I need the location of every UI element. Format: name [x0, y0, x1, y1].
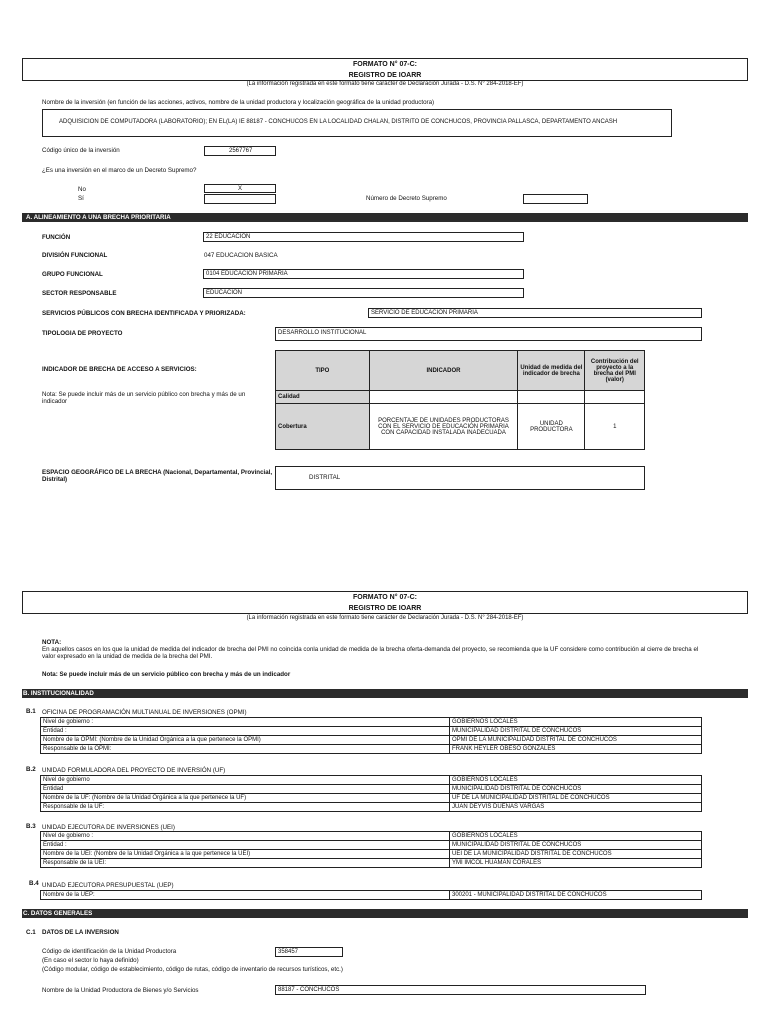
b2-row3-value[interactable]: JUAN DEYVIS DUEÑAS VARGAS — [450, 803, 702, 812]
espacio-value: DISTRITAL — [309, 474, 341, 481]
b1-table — [40, 717, 702, 754]
nota-indicador: Nota: Se puede incluir más de un servicio público con brecha y más de un indicador — [42, 391, 246, 405]
table-row — [41, 736, 702, 745]
cobertura-valor-cell[interactable]: 1 — [585, 404, 645, 450]
form-title-line2-2: REGISTRO DE IOARR — [348, 605, 422, 612]
servicios-label: SERVICIOS PÚBLICOS CON BRECHA IDENTIFICADA Y PRIORIZADA: — [42, 310, 246, 317]
nombre-up-field[interactable]: 88187 - CONCHUCOS — [275, 985, 646, 995]
table-row — [41, 794, 702, 803]
no-label: No — [78, 186, 86, 193]
grupo-label: GRUPO FUNCIONAL — [42, 271, 103, 278]
calidad-unidad-cell[interactable] — [518, 391, 585, 404]
c1-title: DATOS DE LA INVERSION — [42, 929, 119, 936]
b2-row2-value[interactable]: UF DE LA MUNICIPALIDAD DISTRITAL DE CONCHUCOS — [450, 794, 702, 803]
funcion-label: FUNCIÓN — [42, 234, 71, 241]
decree-number-label: Número de Decreto Supremo — [366, 195, 447, 202]
form-subtitle: (La información registrada en este formato tiene carácter de Declaración Jurada - D.S. N° 284-2018-EF) — [246, 81, 524, 87]
b1-row0-label: Nivel de gobierno : — [41, 718, 450, 727]
unique-code-label: Código único de la inversión — [42, 147, 120, 154]
table-row — [41, 718, 702, 727]
form-title-line2: REGISTRO DE IOARR — [348, 72, 422, 79]
brecha-table — [275, 350, 645, 450]
si-label: Sí — [78, 195, 84, 202]
b1-title: OFICINA DE PROGRAMACIÓN MULTIANUAL DE INVERSIONES (OPMI) — [42, 709, 247, 716]
indicador-label: INDICADOR DE BRECHA DE ACCESO A SERVICIOS: — [42, 366, 197, 373]
table-row — [41, 841, 702, 850]
section-c-header: C. DATOS GENERALES — [22, 909, 748, 918]
table-row — [41, 776, 702, 785]
tipologia-label: TIPOLOGIA DE PROYECTO — [42, 330, 123, 337]
b2-row2-label: Nombre de la UF: (Nombre de la Unidad Orgánica a la que pertenece la UF) — [41, 794, 450, 803]
row-cobertura: Cobertura — [276, 404, 370, 450]
cobertura-indicador-cell[interactable]: PORCENTAJE DE UNIDADES PRODUCTORAS CON EL SERVICIO DE EDUCACIÓN PRIMARIA CON CAPACIDAD INSTALADA INADECUADA — [369, 404, 518, 450]
calidad-valor-cell[interactable] — [585, 391, 645, 404]
investment-name-field[interactable] — [42, 109, 672, 137]
b1-row3-label: Responsable de la OPMI: — [41, 745, 450, 754]
c1-number: C.1 — [26, 929, 36, 936]
form-title-line1: FORMATO N° 07-C: — [353, 61, 417, 68]
col-indicador: INDICADOR — [369, 351, 518, 391]
b3-row3-label: Responsable de la UEI: — [41, 859, 450, 868]
b3-title: UNIDAD EJECUTORA DE INVERSIONES (UEI) — [42, 824, 175, 831]
table-row — [41, 850, 702, 859]
form-title-box — [22, 58, 748, 81]
nota-bold: Nota: Se puede incluir más de un servicio público con brecha y más de un indicador — [42, 671, 291, 678]
b1-row2-value[interactable]: OPMI DE LA MUNICIPALIDAD DISTRITAL DE CONCHUCOS — [450, 736, 702, 745]
b1-row0-value[interactable]: GOBIERNOS LOCALES — [450, 718, 702, 727]
form-subtitle-2: (La información registrada en este formato tiene carácter de Declaración Jurada - D.S. N° 284-2018-EF) — [246, 615, 524, 621]
table-row — [41, 832, 702, 841]
sector-label: SECTOR RESPONSABLE — [42, 290, 117, 297]
nombre-up-label: Nombre de la Unidad Productora de Bienes y/o Servicios — [42, 987, 199, 994]
b1-row1-label: Entidad : — [41, 727, 450, 736]
tipologia-field[interactable]: DESARROLLO INSTITUCIONAL — [275, 327, 702, 341]
b4-row0-label: Nombre de la UEP: — [41, 891, 450, 900]
b1-number: B.1 — [26, 708, 36, 715]
table-row — [41, 785, 702, 794]
b3-row2-value[interactable]: UEI DE LA MUNICIPALIDAD DISTRITAL DE CONCHUCOS — [450, 850, 702, 859]
calidad-indicador-cell[interactable] — [369, 391, 518, 404]
division-label: DIVISIÓN FUNCIONAL — [42, 252, 108, 259]
b3-row2-label: Nombre de la UEI: (Nombre de la Unidad Orgánica a la que pertenece la UEI) — [41, 850, 450, 859]
table-row — [41, 803, 702, 812]
row-calidad: Calidad — [276, 391, 370, 404]
codigo-up-note1: (En caso el sector lo haya definido) — [42, 957, 139, 964]
b4-title: UNIDAD EJECUTORA PRESUPUESTAL (UEP) — [42, 882, 174, 889]
b4-number: B.4 — [29, 880, 39, 887]
nota-line1: En aquellos casos en los que la unidad de medida del indicador de brecha del PMI no coincida conla unidad de medida de la brecha oferta-demanda del proyecto, se recomienda que la UF considere como contribución al cierre de brecha el — [42, 646, 699, 653]
b3-row0-value[interactable]: GOBIERNOS LOCALES — [450, 832, 702, 841]
b1-row2-label: Nombre de la OPMI: (Nombre de la Unidad Orgánica a la que pertenece la OPMI) — [41, 736, 450, 745]
espacio-field[interactable] — [275, 466, 645, 490]
b2-row1-value[interactable]: MUNICIPALIDAD DISTRITAL DE CONCHUCOS — [450, 785, 702, 794]
investment-name-label: Nombre de la inversión (en función de las acciones, activos, nombre de la unidad productora y localización geográfica de la unidad productora) — [42, 99, 435, 106]
b3-row0-label: Nivel de gobierno : — [41, 832, 450, 841]
form-title-box-2 — [22, 591, 748, 614]
decree-number-field[interactable] — [523, 194, 588, 204]
b4-row0-value[interactable]: 300201 - MUNICIPALIDAD DISTRITAL DE CONCHUCOS — [450, 891, 702, 900]
b2-row0-label: Nivel de gobierno — [41, 776, 450, 785]
si-checkbox[interactable] — [204, 194, 276, 204]
decree-question: ¿Es una inversión en el marco de un Decreto Supremo? — [42, 167, 197, 174]
b3-row1-value[interactable]: MUNICIPALIDAD DISTRITAL DE CONCHUCOS — [450, 841, 702, 850]
unique-code-field[interactable]: 2567767 — [204, 146, 276, 156]
b2-row0-value[interactable]: GOBIERNOS LOCALES — [450, 776, 702, 785]
section-a-header: A. ALINEAMIENTO A UNA BRECHA PRIORITARIA — [22, 213, 748, 222]
form-title-line1-2: FORMATO N° 07-C: — [353, 594, 417, 601]
nota-line2: valor expresado en la unidad de medida de la brecha del PMI. — [42, 653, 213, 660]
b1-row1-value[interactable]: MUNICIPALIDAD DISTRITAL DE CONCHUCOS — [450, 727, 702, 736]
b2-table — [40, 775, 702, 812]
table-row — [41, 727, 702, 736]
nota-title: NOTA: — [42, 639, 62, 646]
col-contribucion: Contribución del proyecto a la brecha del PMI (valor) — [585, 351, 645, 391]
b1-row3-value[interactable]: FRANK HEYLER OBESO GONZALES — [450, 745, 702, 754]
b3-row1-label: Entidad : — [41, 841, 450, 850]
espacio-label: ESPACIO GEOGRÁFICO DE LA BRECHA (Nacional, Departamental, Provincial, Distrital) — [42, 469, 273, 483]
col-unidad: Unidad de medida del indicador de brecha — [518, 351, 585, 391]
funcion-field[interactable]: 22 EDUCACION — [203, 232, 524, 242]
b2-row1-label: Entidad — [41, 785, 450, 794]
codigo-up-note2: (Código modular, código de establecimiento, código de rutas, código de inventario de recursos turísticos, etc.) — [42, 966, 343, 973]
table-row — [41, 745, 702, 754]
cobertura-unidad-cell[interactable]: UNIDAD PRODUCTORA — [518, 404, 585, 450]
b4-table — [40, 890, 702, 900]
b3-table — [40, 831, 702, 868]
b3-row3-value[interactable]: YMI IMCOL HUAMAN CORALES — [450, 859, 702, 868]
division-value: 047 EDUCACION BASICA — [204, 252, 278, 259]
codigo-up-label: Código de identificación de la Unidad Productora — [42, 948, 177, 955]
grupo-field[interactable]: 0104 EDUCACION PRIMARIA — [203, 269, 524, 279]
b2-row3-label: Responsable de la UF: — [41, 803, 450, 812]
b3-number: B.3 — [26, 823, 36, 830]
servicios-field[interactable]: SERVICIO DE EDUCACIÓN PRIMARIA — [368, 308, 702, 318]
section-b-header: B. INSTITUCIONALIDAD — [22, 689, 748, 698]
table-row — [41, 891, 702, 900]
investment-name-value: ADQUISICION DE COMPUTADORA (LABORATORIO); EN EL(LA) IE 88187 - CONCHUCOS EN LA LOCALIDAD CHALAN, DISTRITO DE CONCHUCOS, PROVINCIA PALLASCA, DEPARTAMENTO ANCASH — [59, 119, 618, 125]
b2-title: UNIDAD FORMULADORA DEL PROYECTO DE INVERSIÓN (UF) — [42, 767, 226, 774]
codigo-up-field[interactable]: 358457 — [275, 947, 343, 957]
table-row — [41, 859, 702, 868]
sector-field[interactable]: EDUCACION — [203, 288, 524, 298]
col-tipo: TIPO — [276, 351, 370, 391]
b2-number: B.2 — [26, 766, 36, 773]
no-checkbox[interactable]: X — [204, 184, 276, 193]
